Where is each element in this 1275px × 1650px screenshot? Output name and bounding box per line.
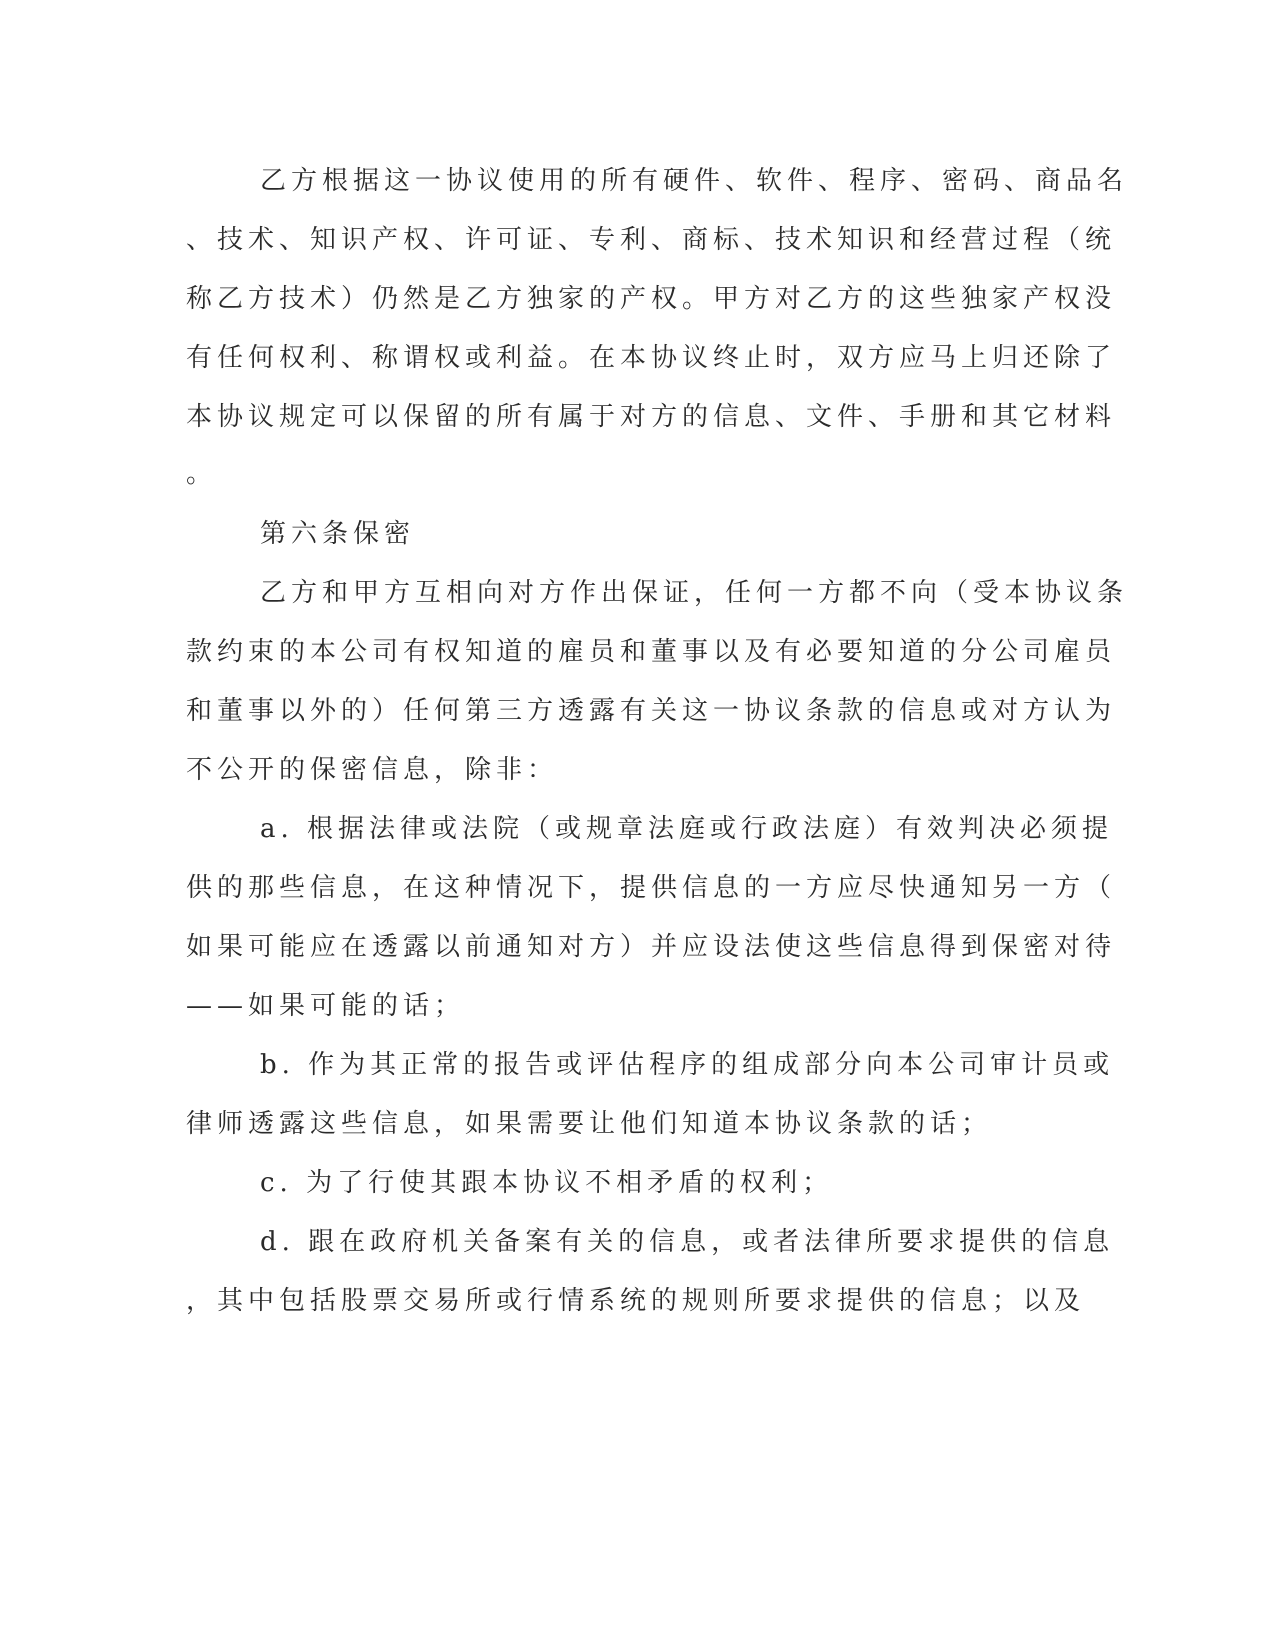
paragraph-line: 乙方根据这一协议使用的所有硬件、软件、程序、密码、商品名: [260, 166, 1129, 196]
list-item-c: c. 为了行使其跟本协议不相矛盾的权利；: [260, 1168, 834, 1198]
paragraph-line: 称乙方技术）仍然是乙方独家的产权。甲方对乙方的这些独家产权没: [186, 284, 1117, 314]
paragraph-line: 和董事以外的）任何第三方透露有关这一协议条款的信息或对方认为: [186, 696, 1117, 726]
paragraph-line: 乙方和甲方互相向对方作出保证，任何一方都不向（受本协议条: [260, 578, 1129, 608]
list-item-a: a. 根据法律或法院（或规章法庭或行政法庭）有效判决必须提: [260, 814, 1114, 844]
paragraph-line: 有任何权利、称谓权或利益。在本协议终止时，双方应马上归还除了: [186, 343, 1117, 373]
paragraph-line: ，其中包括股票交易所或行情系统的规则所要求提供的信息；以及: [186, 1286, 1086, 1316]
paragraph-line: ——如果可能的话；: [186, 991, 466, 1021]
paragraph-line: 不公开的保密信息，除非：: [186, 755, 559, 785]
paragraph-line: 供的那些信息，在这种情况下，提供信息的一方应尽快通知另一方（: [186, 873, 1117, 903]
section-heading: 第六条保密: [260, 519, 416, 549]
paragraph-line: 款约束的本公司有权知道的雇员和董事以及有必要知道的分公司雇员: [186, 637, 1117, 667]
paragraph-line: 本协议规定可以保留的所有属于对方的信息、文件、手册和其它材料: [186, 402, 1117, 432]
paragraph-line: 律师透露这些信息，如果需要让他们知道本协议条款的话；: [186, 1109, 993, 1139]
list-item-b: b. 作为其正常的报告或评估程序的组成部分向本公司审计员或: [260, 1050, 1115, 1080]
paragraph-line: 如果可能应在透露以前通知对方）并应设法使这些信息得到保密对待: [186, 932, 1117, 962]
paragraph-line: 。: [186, 459, 218, 489]
list-item-d: d. 跟在政府机关备案有关的信息，或者法律所要求提供的信息: [260, 1227, 1115, 1257]
paragraph-line: 、技术、知识产权、许可证、专利、商标、技术知识和经营过程（统: [186, 225, 1117, 255]
